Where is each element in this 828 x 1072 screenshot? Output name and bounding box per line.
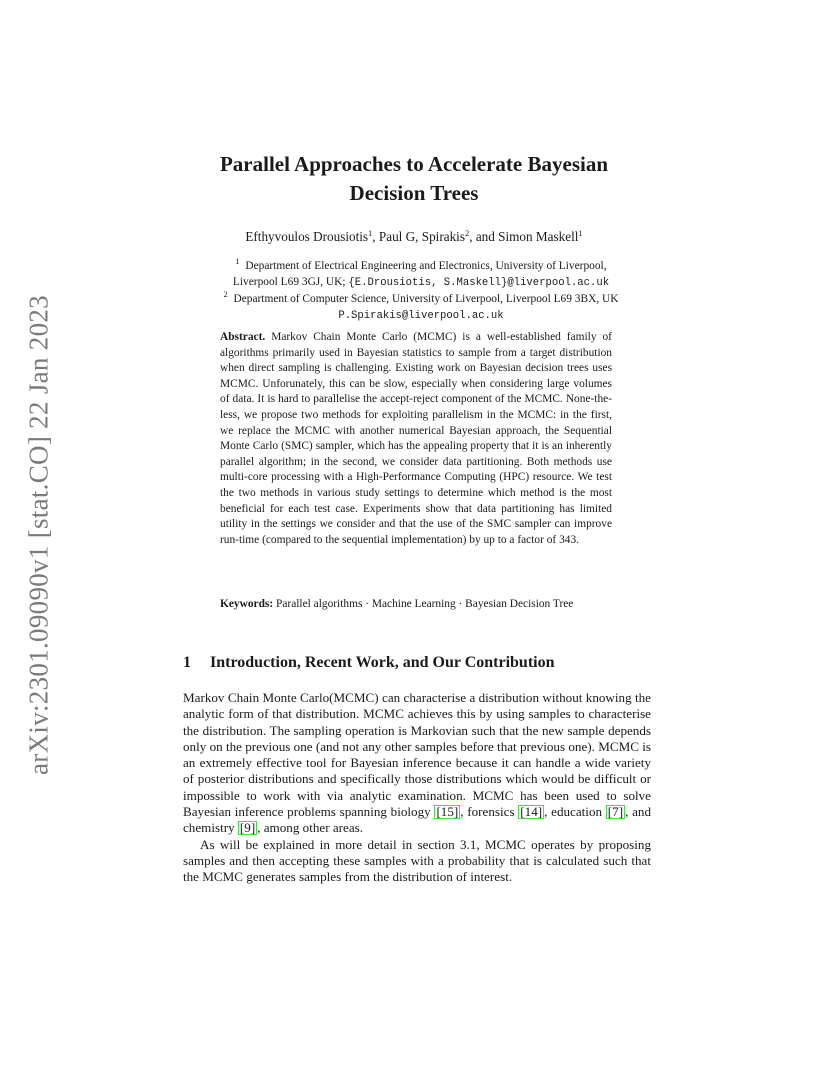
arxiv-identifier-stamp (22, 290, 56, 780)
paragraph-2: As will be explained in more detail in section 3.1, MCMC operates by proposing samples and then accepting these samples with a probability that is calculated such that the MCMC generates samples from the distribution of interest. (183, 836, 651, 885)
paragraph-1-text: Markov Chain Monte Carlo(MCMC) can characterise a distribution without knowing the analytic form of that distribution. MCMC achieves this by using samples to characterise the distribution. The sampling operation is Markovian such that the new sample depends only on the previous one (and not any other samples before that previous one). MCMC is an extremely effective tool for Bayesian inference because it can handle a wide variety of posterior distributions and specifically those distributions which would be difficult or impossible to work with via analytic examination. MCMC has been used to solve Bayesian inference problems spanning biology (183, 690, 651, 820)
affiliation-2-mark: 2 (223, 289, 228, 299)
author-affil-mark: 1 (578, 228, 583, 238)
author-list (150, 229, 678, 245)
author-separator: , and (469, 229, 499, 244)
author-name: Paul G, Spirakis (378, 229, 465, 244)
abstract-label: Abstract. (220, 331, 266, 343)
paragraph-1-text: , and chemistry (183, 804, 651, 836)
author-name: Simon Maskell (498, 229, 579, 244)
keywords (220, 597, 612, 613)
abstract-text: Markov Chain Monte Carlo (MCMC) is a well-established family of algorithms primarily used in Bayesian statistics to sample from a target distribution when direct sampling is challenging. Existing work on Bayesian decision trees uses MCMC. Unforunately, this can be slow, especially when considering large volumes of data. It is hard to parallelise the accept-reject component of the MCMC. None-the-less, we propose two methods for exploiting parallelism in the MCMC: in the first, we replace the MCMC with another numerical Bayesian approach, the Sequential Monte Carlo (SMC) sampler, which has the appealing property that it is an inherently parallel algorithm; in the second, we consider data partitioning. Both methods use multi-core processing with a High-Performance Computing (HPC) resource. We test the two methods in various study settings to determine which method is the most beneficial for each test case. Experiments show that data partitioning has limited utility in the settings we consider and that the use of the SMC sampler can improve run-time (compared to the sequential implementation) by up to a factor of 343. (220, 331, 612, 546)
section-number: 1 (183, 654, 191, 671)
affiliation-1-mark: 1 (235, 256, 240, 266)
citation-link[interactable]: [9] (239, 820, 256, 836)
affiliation-1-line-2 (176, 274, 666, 291)
affiliations (176, 258, 666, 324)
author-name: Efthyvoulos Drousiotis (245, 229, 369, 244)
keywords-text: Parallel algorithms · Machine Learning · Bayesian Decision Tree (276, 598, 574, 610)
paragraph-1-text: , education (544, 804, 603, 820)
paragraph-1-text: , among other areas. (257, 820, 364, 836)
citation-link[interactable]: [15] (436, 804, 459, 820)
author-affil-mark: 2 (464, 228, 470, 238)
paragraph-1-text: , forensics (460, 804, 515, 820)
paper-title (150, 150, 678, 208)
affiliation-1-email[interactable]: {E.Drousiotis, S.Maskell}@liverpool.ac.uk (348, 277, 610, 289)
citation-link[interactable]: [14] (520, 804, 543, 820)
body-text (183, 690, 651, 886)
paragraph-1 (183, 690, 651, 837)
affiliation-2-line-2 (176, 307, 666, 324)
affiliation-1-address: Liverpool L69 3GJ, UK; (232, 276, 346, 288)
affiliation-2-department: Department of Computer Science, University of Liverpool, Liverpool L69 3BX, UK (233, 293, 619, 305)
section-heading (183, 654, 653, 672)
title-line-1: Parallel Approaches to Accelerate Bayesian (219, 152, 609, 176)
title-line-2: Decision Trees (349, 181, 479, 205)
arxiv-identifier-text: arXiv:2301.09090v1 [stat.CO] 22 Jan 2023 (23, 295, 54, 775)
affiliation-1-department: Department of Electrical Engineering and Electronics, University of Liverpool, (245, 260, 607, 272)
citation-link[interactable]: [7] (607, 804, 624, 820)
author-affil-mark: 1 (368, 228, 373, 238)
keywords-label: Keywords: (220, 598, 274, 610)
affiliation-2-email[interactable]: P.Spirakis@liverpool.ac.uk (338, 310, 504, 322)
affiliation-1-line-1 (176, 258, 666, 274)
affiliation-2-line-1 (176, 291, 666, 307)
abstract (220, 330, 612, 548)
author-separator: , (372, 229, 379, 244)
section-title: Introduction, Recent Work, and Our Contribution (210, 654, 555, 671)
